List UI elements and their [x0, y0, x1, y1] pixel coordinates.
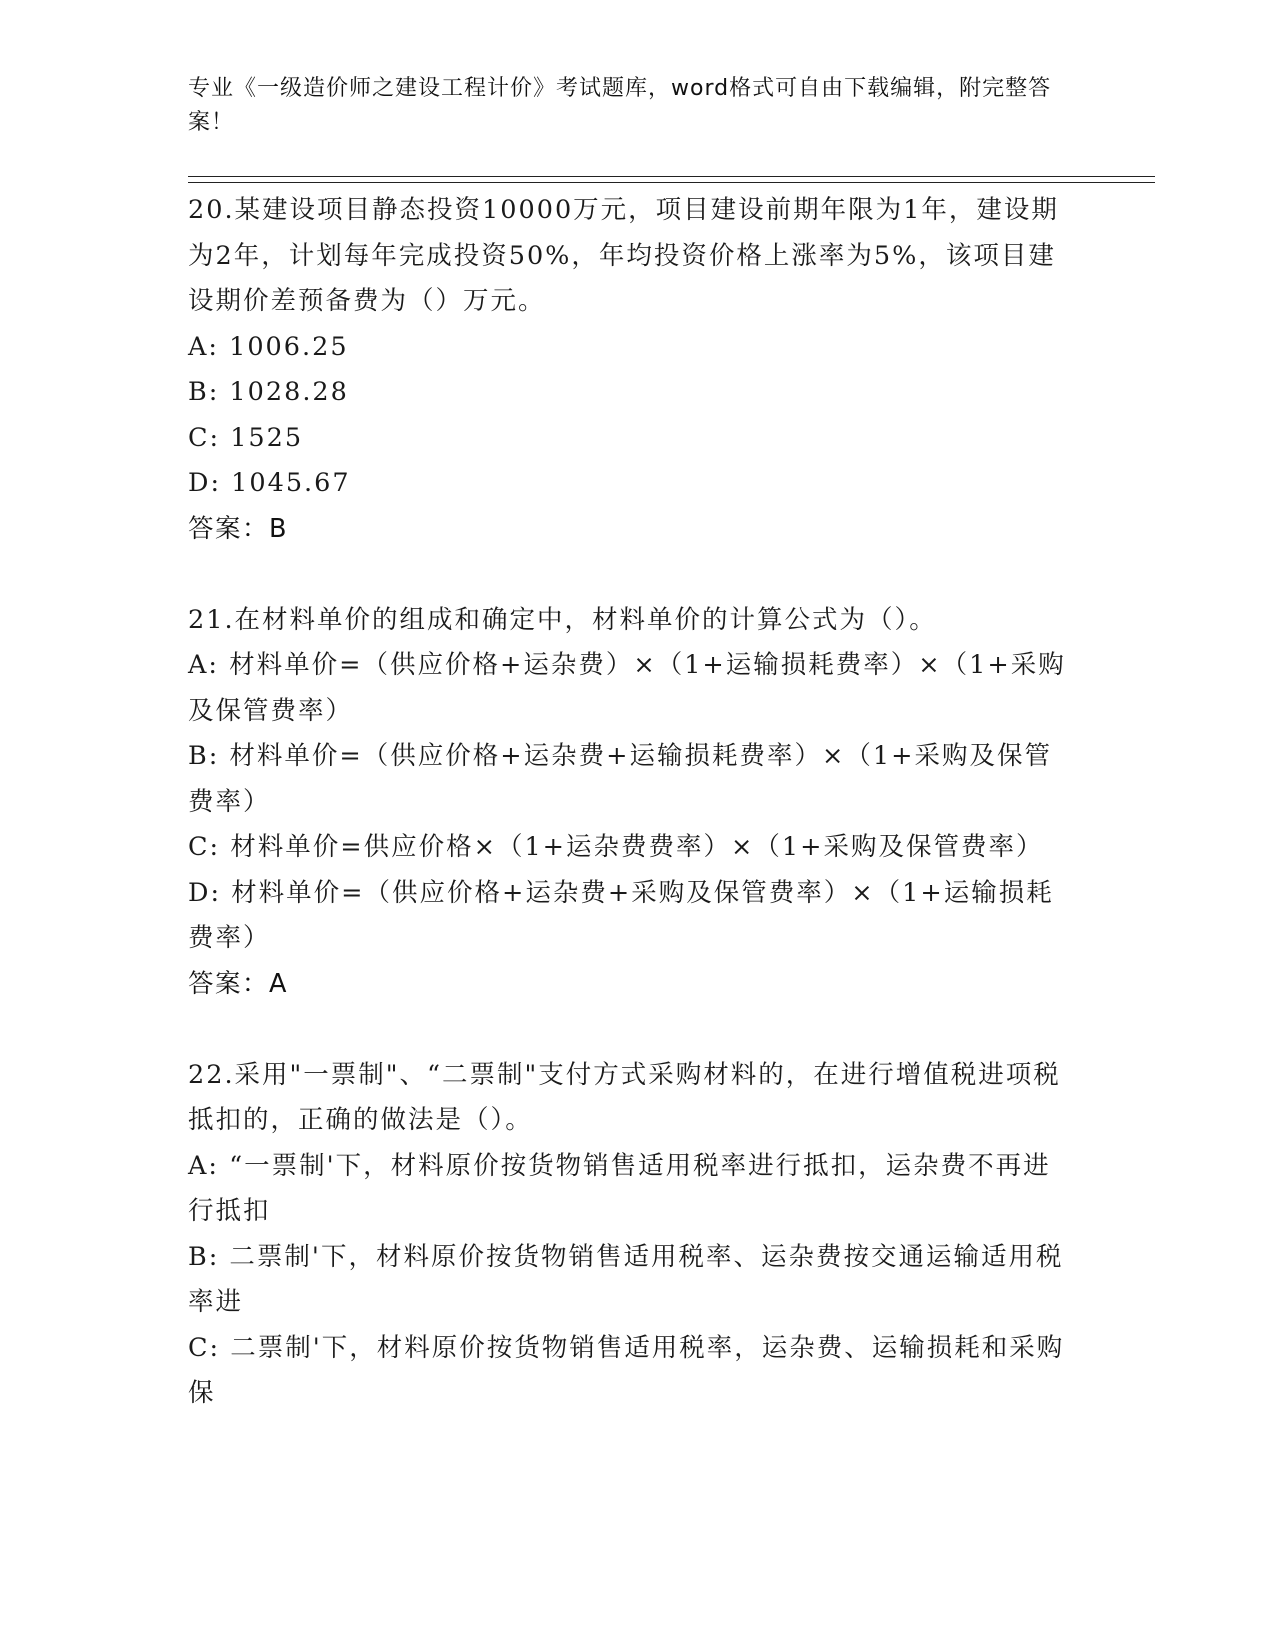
option-c: C: 1525	[188, 422, 304, 453]
option-b: B: 1028.28	[188, 377, 349, 407]
question-stem: 20.某建设项目静态投资10000万元，项目建设前期年限为1年，建设期为2年，计划每年完成投资50%，年均投资价格上涨率为5%，该项目建设期价差预备费为（）万元。	[188, 195, 1059, 316]
option-b: B: 材料单价=（供应价格+运杂费+运输损耗费率）×（1+采购及保管费率）	[188, 741, 1052, 817]
option-a: A: 1006.25	[188, 331, 349, 362]
option-d: D: 材料单价=（供应价格+运杂费+采购及保管费率）×（1+运输损耗费率）	[188, 877, 1054, 953]
question-22	[188, 1053, 1068, 1417]
option-b: B: 二票制'下，材料原价按货物销售适用税率、运杂费按交通运输适用税率进	[188, 1241, 1064, 1317]
spacer	[188, 552, 1068, 598]
header-divider-top	[188, 176, 1155, 177]
question-stem: 22.采用"一票制"、“二票制"支付方式采购材料的，在进行增值税进项税抵扣的，正确的做法是（）。	[188, 1059, 1061, 1135]
question-stem: 21.在材料单价的组成和确定中，材料单价的计算公式为（）。	[188, 604, 937, 635]
option-a: A: 材料单价=（供应价格+运杂费）×（1+运输损耗费率）×（1+采购及保管费率）	[188, 650, 1066, 726]
answer-label: 答案：A	[188, 968, 288, 999]
option-c: C: 材料单价=供应价格×（1+运杂费费率）×（1+采购及保管费率）	[188, 832, 1044, 862]
header-divider-bottom	[188, 182, 1155, 183]
question-list	[188, 188, 1068, 1417]
spacer	[188, 1007, 1068, 1053]
option-c: C: 二票制'下，材料原价按货物销售适用税率，运杂费、运输损耗和采购保	[188, 1332, 1065, 1408]
answer-label: 答案：B	[188, 513, 288, 544]
option-d: D: 1045.67	[188, 468, 351, 498]
header-description: 专业《一级造价师之建设工程计价》考试题库，word格式可自由下载编辑，附完整答案！	[188, 76, 1052, 135]
question-20	[188, 188, 1068, 552]
question-21	[188, 598, 1068, 1008]
option-a: A: “一票制'下，材料原价按货物销售适用税率进行抵扣，运杂费不再进行抵扣	[188, 1150, 1051, 1226]
